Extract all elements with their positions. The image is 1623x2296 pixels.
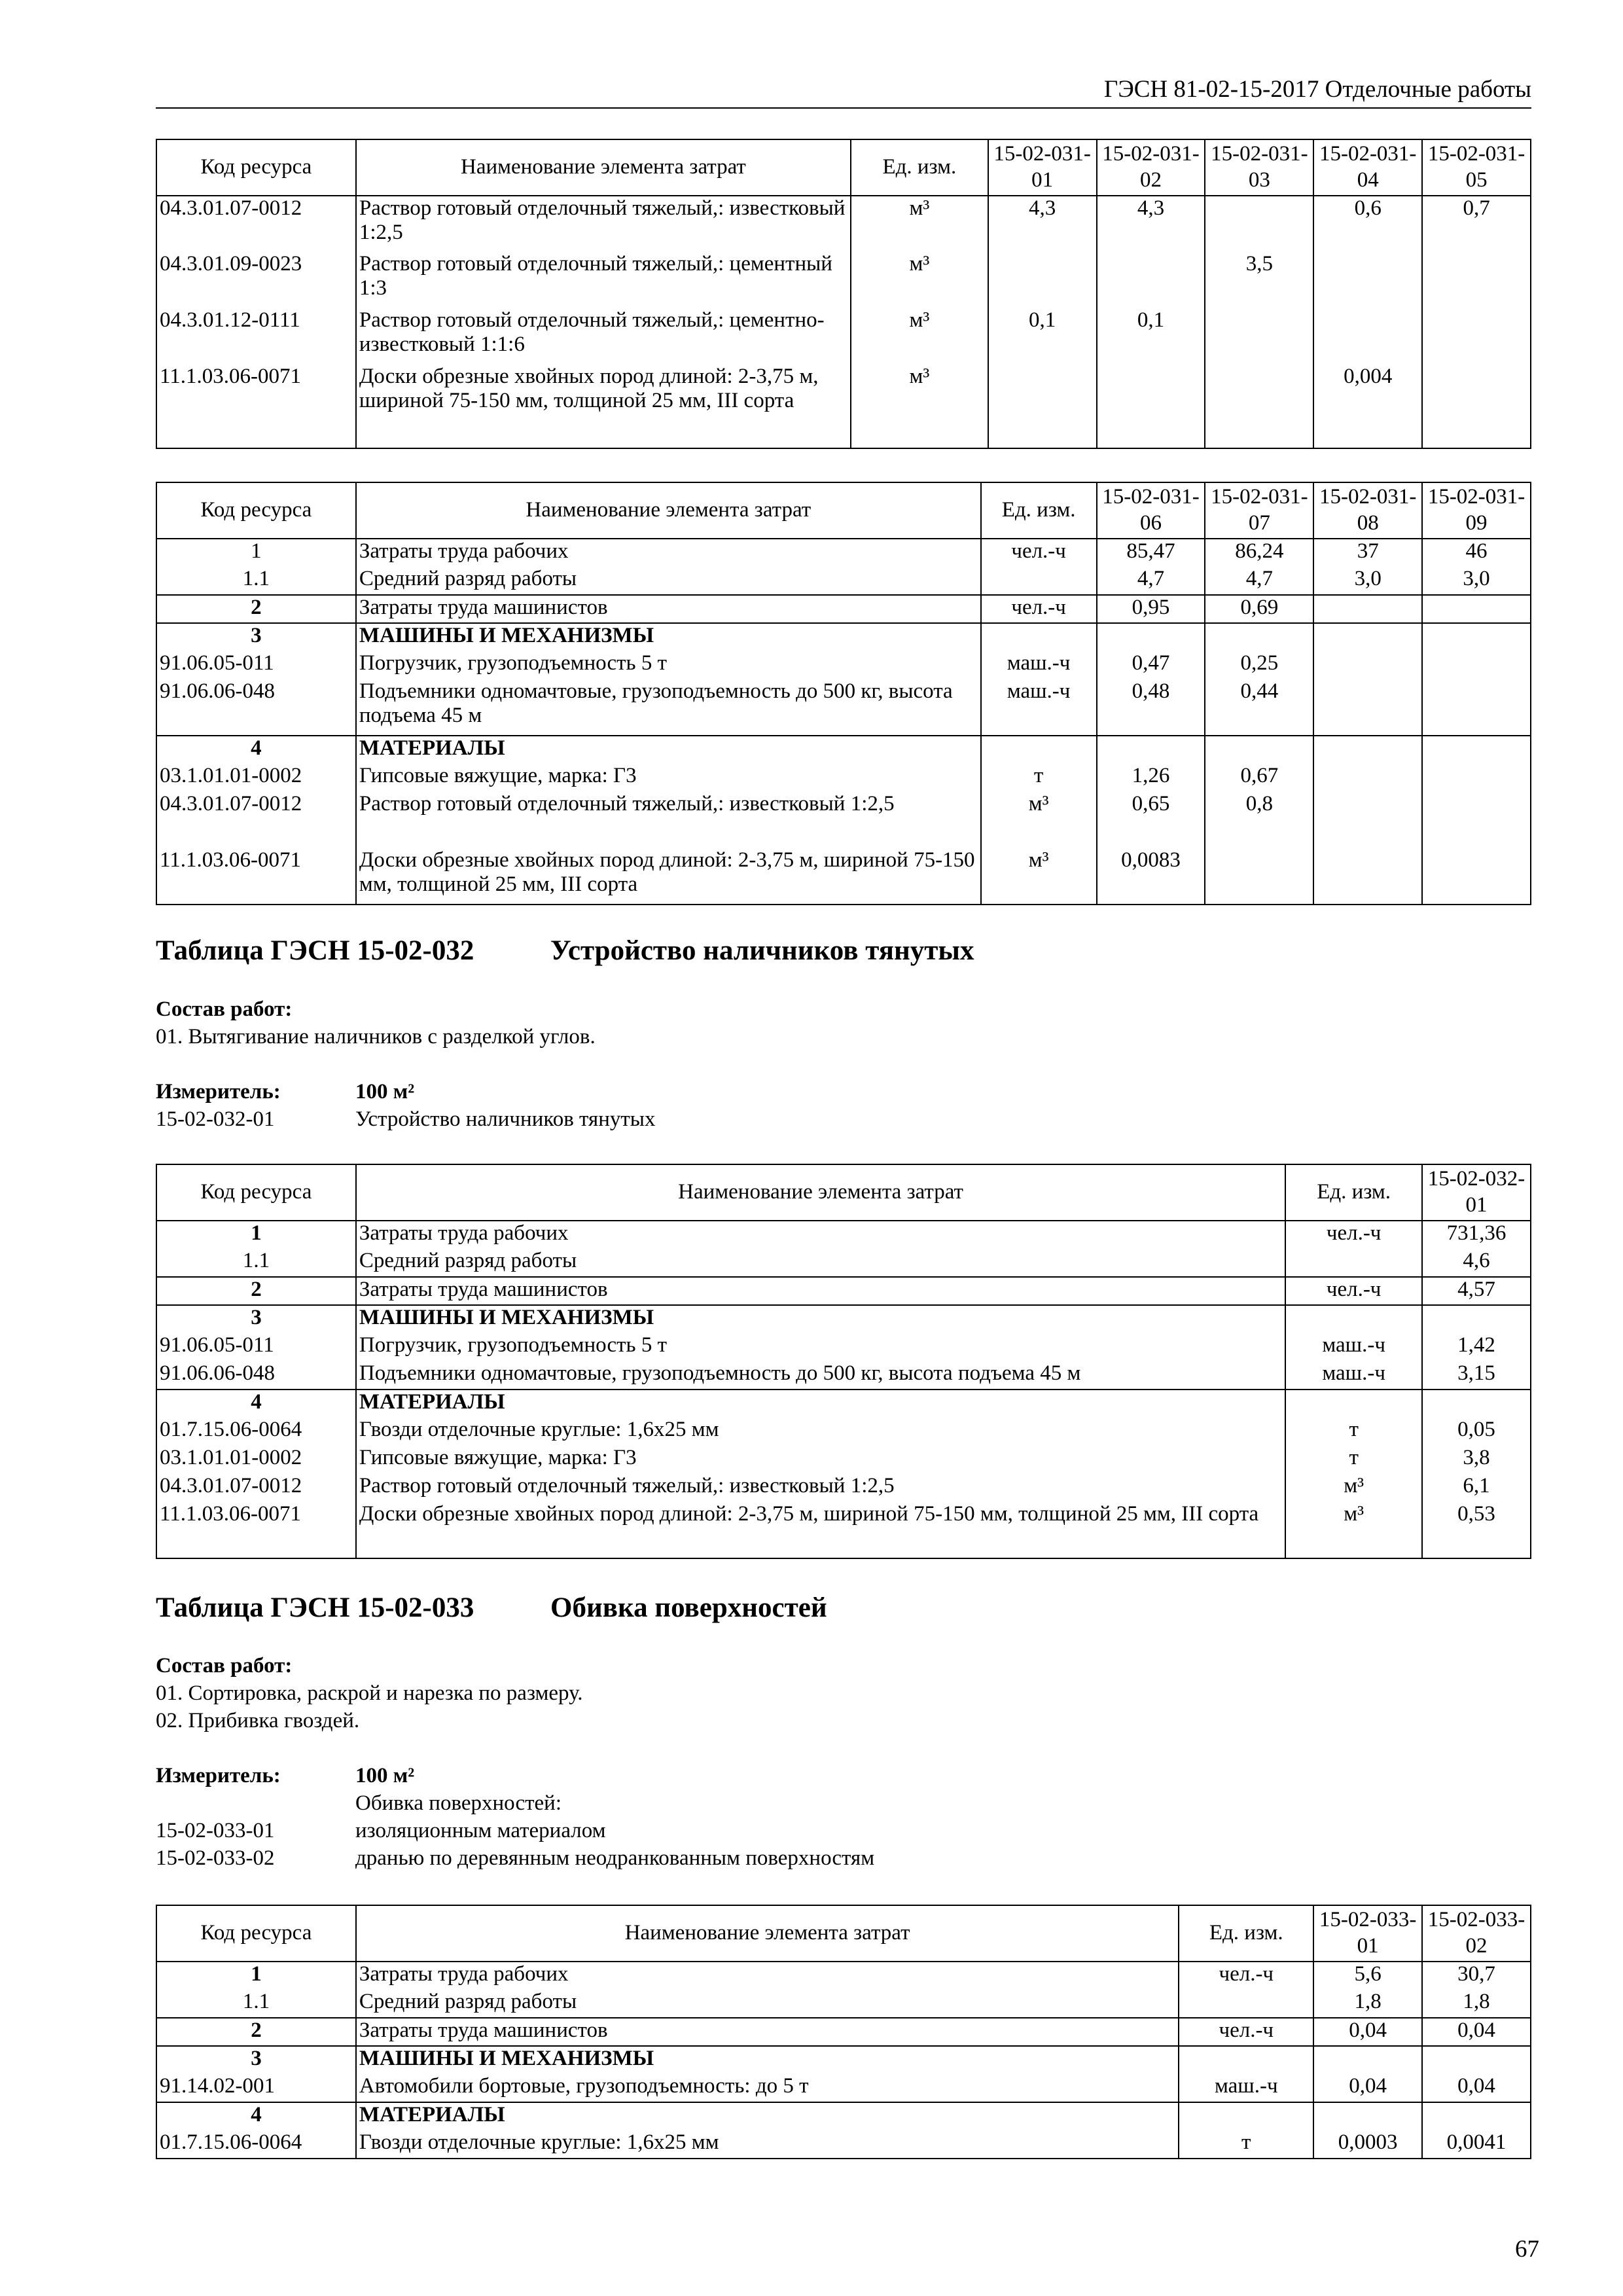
table-row (156, 365, 1531, 448)
col-code: Код ресурса (156, 139, 356, 196)
resource-name: Раствор готовый отделочный тяжелый,: цементный 1:3 (356, 252, 851, 308)
value (1422, 736, 1531, 764)
resource-name: Погрузчик, грузоподъемность 5 т (356, 1333, 1285, 1361)
resource-code: 91.06.06-048 (156, 679, 356, 736)
resource-name: Подъемники одномачтовые, грузоподъемность до 500 кг, высота подъема 45 м (356, 1361, 1285, 1390)
table-row (156, 1361, 1531, 1390)
value (1205, 196, 1313, 252)
value: 731,36 (1422, 1221, 1531, 1249)
col-name: Наименование элемента затрат (356, 139, 851, 196)
work-item: 01. Вытягивание наличников с разделкой углов. (156, 1025, 596, 1049)
unit: т (1179, 2130, 1313, 2159)
value (1422, 2102, 1531, 2130)
col-code: Код ресурса (156, 1905, 356, 1962)
col-norm: 15-02-031-03 (1205, 139, 1313, 196)
resource-code: 1.1 (156, 1990, 356, 2018)
value: 0,67 (1205, 764, 1313, 792)
resource-code: 01.7.15.06-0064 (156, 1418, 356, 1446)
resource-name: Доски обрезные хвойных пород длиной: 2-3,75 м, шириной 75-150 мм, толщиной 25 мм, III сорта (356, 365, 851, 448)
unit (1285, 1390, 1422, 1418)
resource-name: Доски обрезные хвойных пород длиной: 2-3,75 м, шириной 75-150 мм, толщиной 25 мм, III сорта (356, 848, 981, 905)
resource-name: Автомобили бортовые, грузоподъемность: до 5 т (356, 2074, 1179, 2102)
unit: м³ (981, 848, 1097, 905)
resource-code: 2 (156, 1277, 356, 1305)
resource-code: 11.1.03.06-0071 (156, 365, 356, 448)
resource-code: 1 (156, 1962, 356, 1990)
value: 3,5 (1205, 252, 1313, 308)
resource-code: 1 (156, 1221, 356, 1249)
value (1097, 736, 1205, 764)
unit: маш.-ч (1285, 1361, 1422, 1390)
resource-code: 2 (156, 2018, 356, 2046)
resource-name: МАТЕРИАЛЫ (356, 1390, 1285, 1418)
norm-code: 15-02-033-02 (156, 1846, 275, 1870)
table-number: Таблица ГЭСН 15-02-032 (156, 935, 474, 966)
table-row (156, 1333, 1531, 1361)
value: 0,7 (1422, 196, 1531, 252)
value: 0,04 (1313, 2074, 1422, 2102)
table-row (156, 1502, 1531, 1558)
resource-code: 01.7.15.06-0064 (156, 2130, 356, 2159)
unit: маш.-ч (1179, 2074, 1313, 2102)
unit (1179, 2046, 1313, 2074)
resource-name: Затраты труда машинистов (356, 595, 981, 623)
table-row (156, 2046, 1531, 2074)
table-row (156, 1390, 1531, 1418)
value: 3,0 (1422, 567, 1531, 595)
resource-code: 91.06.05-011 (156, 1333, 356, 1361)
value (1422, 623, 1531, 651)
norm-name: изоляционным материалом (355, 1819, 606, 1842)
unit: т (1285, 1418, 1422, 1446)
col-unit: Ед. изм. (1179, 1905, 1313, 1962)
resource-code: 4 (156, 1390, 356, 1418)
work-item: 01. Сортировка, раскрой и нарезка по размеру. (156, 1681, 583, 1705)
unit: маш.-ч (981, 679, 1097, 736)
value (1313, 252, 1422, 308)
resource-name: МАШИНЫ И МЕХАНИЗМЫ (356, 2046, 1179, 2074)
value (1313, 651, 1422, 679)
unit (1179, 2102, 1313, 2130)
unit (981, 736, 1097, 764)
table-name: Устройство наличников тянутых (550, 935, 974, 966)
value: 3,8 (1422, 1446, 1531, 1474)
unit: м³ (851, 196, 988, 252)
resource-code: 4 (156, 2102, 356, 2130)
table-row (156, 1221, 1531, 1249)
running-header (156, 73, 1531, 109)
value: 4,3 (988, 196, 1097, 252)
value: 0,25 (1205, 651, 1313, 679)
table-row (156, 308, 1531, 365)
table-number: Таблица ГЭСН 15-02-033 (156, 1592, 474, 1623)
resource-name: Гвозди отделочные круглые: 1,6х25 мм (356, 1418, 1285, 1446)
norm-code: 15-02-032-01 (156, 1107, 275, 1131)
value (1422, 848, 1531, 905)
resource-code: 04.3.01.07-0012 (156, 1474, 356, 1502)
value: 0,04 (1422, 2074, 1531, 2102)
table-row (156, 1249, 1531, 1277)
value (1422, 1390, 1531, 1418)
unit (1285, 1305, 1422, 1333)
table-row (156, 1305, 1531, 1333)
value: 6,1 (1422, 1474, 1531, 1502)
col-norm: 15-02-031-07 (1205, 482, 1313, 539)
resource-name: МАШИНЫ И МЕХАНИЗМЫ (356, 623, 981, 651)
value (1422, 308, 1531, 365)
unit: т (981, 764, 1097, 792)
resource-name: Затраты труда рабочих (356, 1221, 1285, 1249)
section-title (156, 1592, 827, 1624)
value: 0,04 (1422, 2018, 1531, 2046)
table-name: Обивка поверхностей (550, 1592, 827, 1623)
resource-code: 3 (156, 1305, 356, 1333)
value (1313, 595, 1422, 623)
unit: м³ (851, 365, 988, 448)
value: 3,0 (1313, 567, 1422, 595)
value: 1,42 (1422, 1333, 1531, 1361)
resource-table-033 (156, 1905, 1531, 2159)
value (1097, 252, 1205, 308)
unit: маш.-ч (1285, 1333, 1422, 1361)
resource-name: МАТЕРИАЛЫ (356, 736, 981, 764)
value: 0,004 (1313, 365, 1422, 448)
resource-table-031-b (156, 482, 1531, 905)
col-norm: 15-02-033-02 (1422, 1905, 1531, 1962)
value: 1,26 (1097, 764, 1205, 792)
col-name: Наименование элемента затрат (356, 1164, 1285, 1221)
work-item: 02. Прибивка гвоздей. (156, 1709, 360, 1732)
col-norm: 15-02-031-06 (1097, 482, 1205, 539)
col-code: Код ресурса (156, 482, 356, 539)
value: 86,24 (1205, 539, 1313, 567)
value: 5,6 (1313, 1962, 1422, 1990)
value (1313, 792, 1422, 848)
unit: чел.-ч (1179, 2018, 1313, 2046)
resource-name: МАШИНЫ И МЕХАНИЗМЫ (356, 1305, 1285, 1333)
value: 0,0003 (1313, 2130, 1422, 2159)
col-norm: 15-02-031-04 (1313, 139, 1422, 196)
table-row (156, 2074, 1531, 2102)
unit: чел.-ч (981, 539, 1097, 567)
resource-name: Раствор готовый отделочный тяжелый,: известковый 1:2,5 (356, 1474, 1285, 1502)
value (1313, 2102, 1422, 2130)
value (1422, 792, 1531, 848)
value: 3,15 (1422, 1361, 1531, 1390)
resource-code: 1.1 (156, 1249, 356, 1277)
value (1422, 365, 1531, 448)
value (988, 252, 1097, 308)
value: 30,7 (1422, 1962, 1531, 1990)
resource-code: 11.1.03.06-0071 (156, 1502, 356, 1558)
resource-name: Погрузчик, грузоподъемность 5 т (356, 651, 981, 679)
resource-name: Средний разряд работы (356, 1249, 1285, 1277)
value (1205, 736, 1313, 764)
unit (981, 567, 1097, 595)
value (1097, 623, 1205, 651)
resource-name: Гипсовые вяжущие, марка: Г3 (356, 1446, 1285, 1474)
resource-name: Средний разряд работы (356, 567, 981, 595)
value (1422, 2046, 1531, 2074)
measure-label: Измеритель: (156, 1764, 281, 1787)
resource-code: 04.3.01.07-0012 (156, 792, 356, 848)
norm-name: дранью по деревянным неодранкованным поверхностям (355, 1846, 875, 1870)
col-norm: 15-02-032-01 (1422, 1164, 1531, 1221)
resource-table-031-a (156, 139, 1531, 449)
unit: чел.-ч (1285, 1221, 1422, 1249)
value (1313, 2046, 1422, 2074)
value: 0,0083 (1097, 848, 1205, 905)
section-title (156, 935, 974, 967)
value (1313, 736, 1422, 764)
table-row (156, 2130, 1531, 2159)
resource-code: 91.14.02-001 (156, 2074, 356, 2102)
resource-code: 11.1.03.06-0071 (156, 848, 356, 905)
table-row (156, 2102, 1531, 2130)
table-row (156, 848, 1531, 905)
norm-group-name: Обивка поверхностей: (355, 1791, 562, 1815)
resource-name: Раствор готовый отделочный тяжелый,: цементно-известковый 1:1:6 (356, 308, 851, 365)
value: 0,44 (1205, 679, 1313, 736)
table-row (156, 1474, 1531, 1502)
col-unit: Ед. изм. (1285, 1164, 1422, 1221)
col-norm: 15-02-031-02 (1097, 139, 1205, 196)
value: 0,1 (988, 308, 1097, 365)
table-row (156, 539, 1531, 567)
value (1313, 848, 1422, 905)
table-row (156, 764, 1531, 792)
value (1205, 365, 1313, 448)
col-code: Код ресурса (156, 1164, 356, 1221)
col-name: Наименование элемента затрат (356, 482, 981, 539)
value (1313, 308, 1422, 365)
value: 1,8 (1313, 1990, 1422, 2018)
norm-code: 15-02-033-01 (156, 1819, 275, 1842)
value: 0,69 (1205, 595, 1313, 623)
norm-name: Устройство наличников тянутых (355, 1107, 656, 1131)
value: 4,7 (1205, 567, 1313, 595)
value: 0,47 (1097, 651, 1205, 679)
table-row (156, 1418, 1531, 1446)
table-row (156, 651, 1531, 679)
value (1313, 623, 1422, 651)
col-norm: 15-02-031-09 (1422, 482, 1531, 539)
value: 37 (1313, 539, 1422, 567)
resource-name: Доски обрезные хвойных пород длиной: 2-3,75 м, шириной 75-150 мм, толщиной 25 мм, III сорта (356, 1502, 1285, 1558)
value (1313, 764, 1422, 792)
unit (1179, 1990, 1313, 2018)
table-row (156, 623, 1531, 651)
col-norm: 15-02-031-01 (988, 139, 1097, 196)
page-number: 67 (1515, 2236, 1539, 2263)
unit (981, 623, 1097, 651)
table-row (156, 567, 1531, 595)
value: 0,04 (1313, 2018, 1422, 2046)
value (1097, 365, 1205, 448)
value: 0,0041 (1422, 2130, 1531, 2159)
value: 4,7 (1097, 567, 1205, 595)
table-row (156, 1990, 1531, 2018)
resource-name: Раствор готовый отделочный тяжелый,: известковый 1:2,5 (356, 792, 981, 848)
table-row (156, 196, 1531, 252)
col-norm: 15-02-031-05 (1422, 139, 1531, 196)
resource-name: Затраты труда машинистов (356, 2018, 1179, 2046)
value (1422, 651, 1531, 679)
unit: м³ (851, 308, 988, 365)
measure-label: Измеритель: (156, 1080, 281, 1103)
resource-name: Затраты труда рабочих (356, 1962, 1179, 1990)
col-name: Наименование элемента затрат (356, 1905, 1179, 1962)
resource-code: 2 (156, 595, 356, 623)
unit: м³ (1285, 1502, 1422, 1558)
unit: т (1285, 1446, 1422, 1474)
value: 0,48 (1097, 679, 1205, 736)
resource-name: Затраты труда машинистов (356, 1277, 1285, 1305)
value (1422, 764, 1531, 792)
header-text: ГЭСН 81-02-15-2017 Отделочные работы (1103, 76, 1531, 103)
table-row (156, 2018, 1531, 2046)
value (1422, 679, 1531, 736)
value (1205, 848, 1313, 905)
work-composition-label: Состав работ: (156, 997, 293, 1021)
resource-code: 3 (156, 2046, 356, 2074)
resource-code: 3 (156, 623, 356, 651)
resource-code: 1 (156, 539, 356, 567)
value (1422, 595, 1531, 623)
col-norm: 15-02-033-01 (1313, 1905, 1422, 1962)
table-row (156, 252, 1531, 308)
col-unit: Ед. изм. (851, 139, 988, 196)
resource-name: Раствор готовый отделочный тяжелый,: известковый 1:2,5 (356, 196, 851, 252)
unit: м³ (1285, 1474, 1422, 1502)
resource-code: 04.3.01.12-0111 (156, 308, 356, 365)
table-row (156, 1277, 1531, 1305)
value: 46 (1422, 539, 1531, 567)
value (1313, 679, 1422, 736)
value: 0,53 (1422, 1502, 1531, 1558)
resource-code: 91.06.06-048 (156, 1361, 356, 1390)
resource-code: 1.1 (156, 567, 356, 595)
resource-name: Подъемники одномачтовые, грузоподъемность до 500 кг, высота подъема 45 м (356, 679, 981, 736)
col-unit: Ед. изм. (981, 482, 1097, 539)
value: 0,05 (1422, 1418, 1531, 1446)
value: 0,65 (1097, 792, 1205, 848)
value: 0,8 (1205, 792, 1313, 848)
resource-code: 04.3.01.09-0023 (156, 252, 356, 308)
value (1205, 623, 1313, 651)
unit: м³ (981, 792, 1097, 848)
resource-code: 03.1.01.01-0002 (156, 1446, 356, 1474)
measure-value: 100 м² (355, 1764, 415, 1787)
value: 4,57 (1422, 1277, 1531, 1305)
value: 85,47 (1097, 539, 1205, 567)
table-row (156, 1446, 1531, 1474)
value: 1,8 (1422, 1990, 1531, 2018)
unit: чел.-ч (1179, 1962, 1313, 1990)
value: 4,3 (1097, 196, 1205, 252)
unit (1285, 1249, 1422, 1277)
value (1205, 308, 1313, 365)
value: 0,95 (1097, 595, 1205, 623)
value: 4,6 (1422, 1249, 1531, 1277)
resource-code: 91.06.05-011 (156, 651, 356, 679)
unit: маш.-ч (981, 651, 1097, 679)
resource-code: 04.3.01.07-0012 (156, 196, 356, 252)
resource-name: Затраты труда рабочих (356, 539, 981, 567)
value (1422, 1305, 1531, 1333)
value: 0,6 (1313, 196, 1422, 252)
table-row (156, 679, 1531, 736)
resource-table-032 (156, 1164, 1531, 1559)
resource-name: Гипсовые вяжущие, марка: Г3 (356, 764, 981, 792)
value (988, 365, 1097, 448)
col-norm: 15-02-031-08 (1313, 482, 1422, 539)
work-composition-label: Состав работ: (156, 1654, 293, 1677)
value (1422, 252, 1531, 308)
measure-value: 100 м² (355, 1080, 415, 1103)
resource-code: 4 (156, 736, 356, 764)
resource-name: Гвозди отделочные круглые: 1,6х25 мм (356, 2130, 1179, 2159)
unit: чел.-ч (1285, 1277, 1422, 1305)
resource-name: МАТЕРИАЛЫ (356, 2102, 1179, 2130)
table-row (156, 736, 1531, 764)
table-row (156, 1962, 1531, 1990)
resource-code: 03.1.01.01-0002 (156, 764, 356, 792)
table-row (156, 792, 1531, 848)
unit: м³ (851, 252, 988, 308)
value: 0,1 (1097, 308, 1205, 365)
table-row (156, 595, 1531, 623)
resource-name: Средний разряд работы (356, 1990, 1179, 2018)
unit: чел.-ч (981, 595, 1097, 623)
